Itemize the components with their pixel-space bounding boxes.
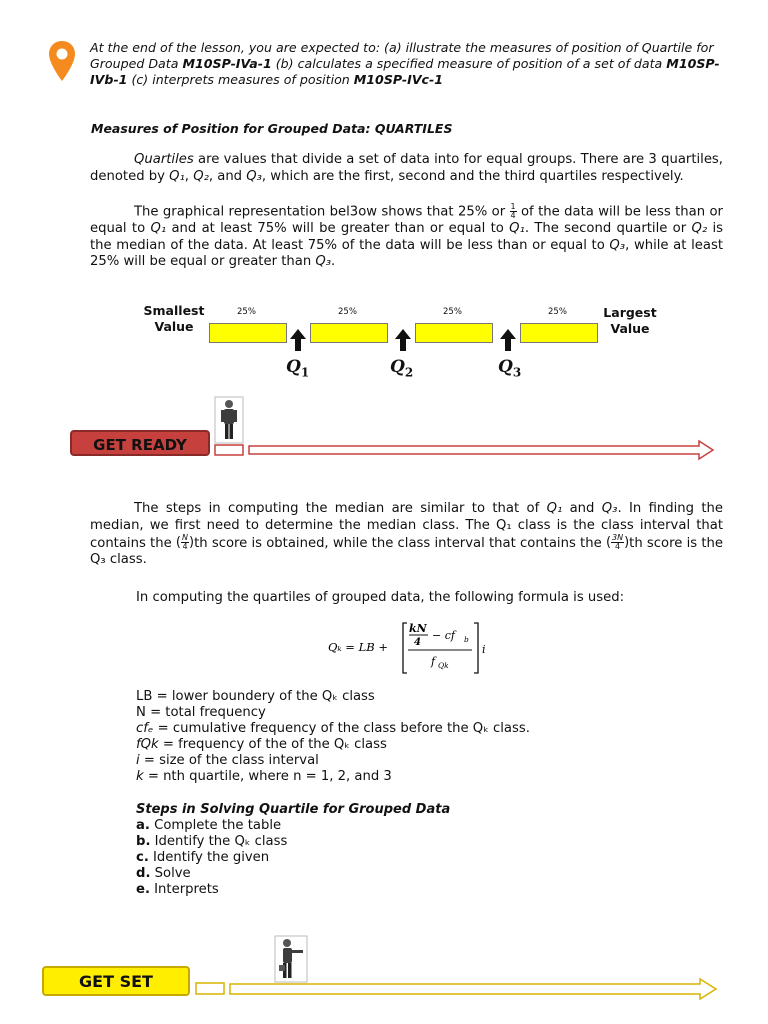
step-item: [136, 850, 287, 866]
numerator: N: [182, 533, 188, 542]
numerator: 3N: [612, 533, 624, 542]
q1-symbol: Q₁: [509, 221, 525, 236]
graphical-representation-text: [90, 203, 723, 271]
step-letter: e.: [136, 882, 150, 897]
definition-item: [136, 769, 530, 785]
definition-item: [136, 705, 530, 721]
step-text: Complete the table: [149, 818, 282, 833]
label-line: Largest: [603, 305, 657, 320]
definition-symbol: N: [136, 705, 146, 720]
numerator: 1: [510, 202, 516, 211]
largest-value-label: [594, 305, 666, 337]
steps-heading: Steps in Solving Quartile for Grouped Data: [136, 802, 451, 817]
formula-f: f: [431, 655, 436, 668]
standing-person-icon: [214, 396, 244, 444]
text: . The second quartile or: [524, 221, 692, 236]
location-pin-icon: [48, 40, 76, 82]
competency-code: M10SP-IVb-1: [90, 56, 720, 87]
formula-kn: kN: [409, 622, 427, 635]
q1-label: [286, 357, 309, 379]
text: and at least 75% will be greater than or equal to: [166, 221, 510, 236]
step-letter: a.: [136, 818, 150, 833]
q2-symbol: Q₂: [691, 221, 708, 236]
text: The steps in computing the median are similar to that of: [134, 501, 547, 516]
denominator: 4: [182, 542, 188, 551]
step-text: Identify the Qₖ class: [150, 834, 288, 849]
objective-text: (c) interprets measures of position: [127, 72, 354, 87]
text: ,: [184, 168, 194, 184]
label-line: Smallest: [143, 303, 205, 318]
quartile-segment-3: [415, 323, 493, 343]
quartiles-definition: [90, 152, 723, 185]
percent-label: 25%: [237, 307, 256, 317]
formula-minus-cf: − cf: [432, 629, 455, 642]
q1-symbol: Q₁: [169, 168, 185, 184]
step-item: [136, 818, 287, 834]
percent-label: 25%: [548, 307, 567, 317]
quartile-formula: [328, 620, 498, 679]
competency-code: M10SP-IVa-1: [182, 56, 272, 71]
text: is the median of the data. At least 75% of the data will be less than or equal to: [90, 221, 724, 253]
formula-b-sub: b: [464, 635, 469, 644]
definition-item: [136, 721, 530, 737]
percent-label: 25%: [338, 307, 357, 317]
quartile-segment-2: [310, 323, 388, 343]
definition-symbol: cfₑ: [136, 721, 154, 736]
smallest-value-label: [138, 303, 210, 335]
step-letter: c.: [136, 850, 149, 865]
definition-text: = frequency of the of the Qₖ class: [158, 737, 387, 752]
formula-graphic: [328, 620, 498, 676]
step-letter: d.: [136, 866, 151, 881]
competency-code: M10SP-IVc-1: [353, 72, 444, 87]
q3-symbol: Q₃: [601, 501, 618, 516]
q-subscript: 2: [404, 365, 414, 380]
q-letter: Q: [286, 357, 301, 377]
definition-text: = lower boundery of the Qₖ class: [152, 689, 375, 704]
fraction-n-over-4: ( $\frac{N}{4}$ ): [175, 533, 195, 551]
text: of the data will be less than or equal to: [90, 204, 723, 236]
get-set-label: GET SET: [42, 966, 190, 996]
objective-text: (b) calculates a specified measure of position of a set of data: [271, 56, 667, 71]
text: are values that divide a set of data into for equal groups. There are 3 quartiles, denoted by: [90, 152, 723, 184]
formula-definitions: [136, 689, 530, 785]
q3-label: [498, 357, 521, 379]
learning-objectives: [90, 40, 722, 88]
label-line: Value: [610, 321, 650, 336]
median-steps-text: [90, 501, 723, 569]
text: th score is obtained, while the class interval that contains the: [194, 535, 606, 551]
denominator: 4: [510, 211, 516, 220]
fraction-3n-over-4: ( $\frac{3N}{4}$ ): [605, 533, 630, 551]
quartile-segment-1: [209, 323, 287, 343]
q3-symbol: Q₃: [609, 237, 626, 253]
formula-i: i: [482, 643, 486, 656]
step-item: [136, 834, 287, 850]
definition-item: [136, 737, 530, 753]
objective-text: At the end of the lesson, you are expected to: (a) illustrate the measures of position of Quartile for Grouped Data: [90, 40, 714, 71]
text: th score is the Q₃ class.: [90, 535, 723, 568]
steps-list: [136, 818, 287, 898]
formula-lhs: Qₖ = LB +: [328, 640, 388, 654]
q-subscript: 3: [512, 365, 522, 380]
q-letter: Q: [390, 357, 405, 377]
q2-label: [390, 357, 413, 379]
definition-item: [136, 753, 530, 769]
quartile-segment-4: [520, 323, 598, 343]
q3-symbol: Q₃: [315, 254, 332, 269]
definition-text: = size of the class interval: [139, 753, 319, 768]
progress-arrow: [194, 976, 720, 1002]
step-text: Identify the given: [148, 850, 270, 865]
definition-text: = cumulative frequency of the class before the Qₖ class.: [153, 721, 530, 736]
up-arrow-icon: [395, 329, 411, 351]
q-subscript: 1: [300, 365, 310, 380]
definition-text: = nth quartile, where n = 1, 2, and 3: [143, 769, 392, 784]
progress-arrow: [213, 438, 717, 462]
q1-symbol: Q₁: [150, 221, 167, 236]
definition-symbol: LB: [136, 689, 153, 704]
section-heading: Measures of Position for Grouped Data: QUARTILES: [91, 121, 453, 136]
q3-symbol: Q₃: [246, 168, 262, 184]
formula-intro: In computing the quartiles of grouped data, the following formula is used:: [136, 590, 625, 605]
formula-four: 4: [414, 637, 421, 648]
fraction-one-fourth: [510, 203, 517, 220]
formula-qk-sub: Qk: [438, 661, 449, 670]
label-line: Value: [154, 319, 194, 334]
q2-symbol: Q₂: [193, 168, 209, 184]
step-item: [136, 866, 287, 882]
up-arrow-icon: [500, 329, 516, 351]
definition-item: [136, 689, 530, 705]
percent-label: 25%: [443, 307, 462, 317]
text: and: [562, 501, 602, 516]
step-text: Interprets: [149, 882, 219, 897]
get-ready-label: GET READY: [70, 430, 210, 456]
definition-symbol: i: [136, 753, 140, 768]
text: , and: [208, 168, 247, 184]
up-arrow-icon: [290, 329, 306, 351]
definition-text: = total frequency: [145, 705, 266, 720]
text: , while at least 25% will be equal or greater than: [90, 237, 723, 269]
denominator: 4: [615, 542, 621, 551]
step-letter: b.: [136, 834, 151, 849]
text: .: [331, 254, 336, 269]
text: . In finding the median, we first need to determine the median class. The Q₁ class is the class interval that contains the: [90, 501, 723, 551]
step-item: [136, 882, 287, 898]
term: Quartiles: [134, 152, 194, 167]
text: , which are the first, second and the third quartiles respectively.: [261, 168, 684, 184]
q-letter: Q: [498, 357, 513, 377]
step-text: Solve: [150, 866, 191, 881]
definition-symbol: k: [136, 769, 144, 784]
q1-symbol: Q₁: [546, 501, 563, 516]
text: The graphical representation bel3ow shows that 25% or: [134, 204, 510, 220]
definition-symbol: fQk: [136, 737, 159, 752]
